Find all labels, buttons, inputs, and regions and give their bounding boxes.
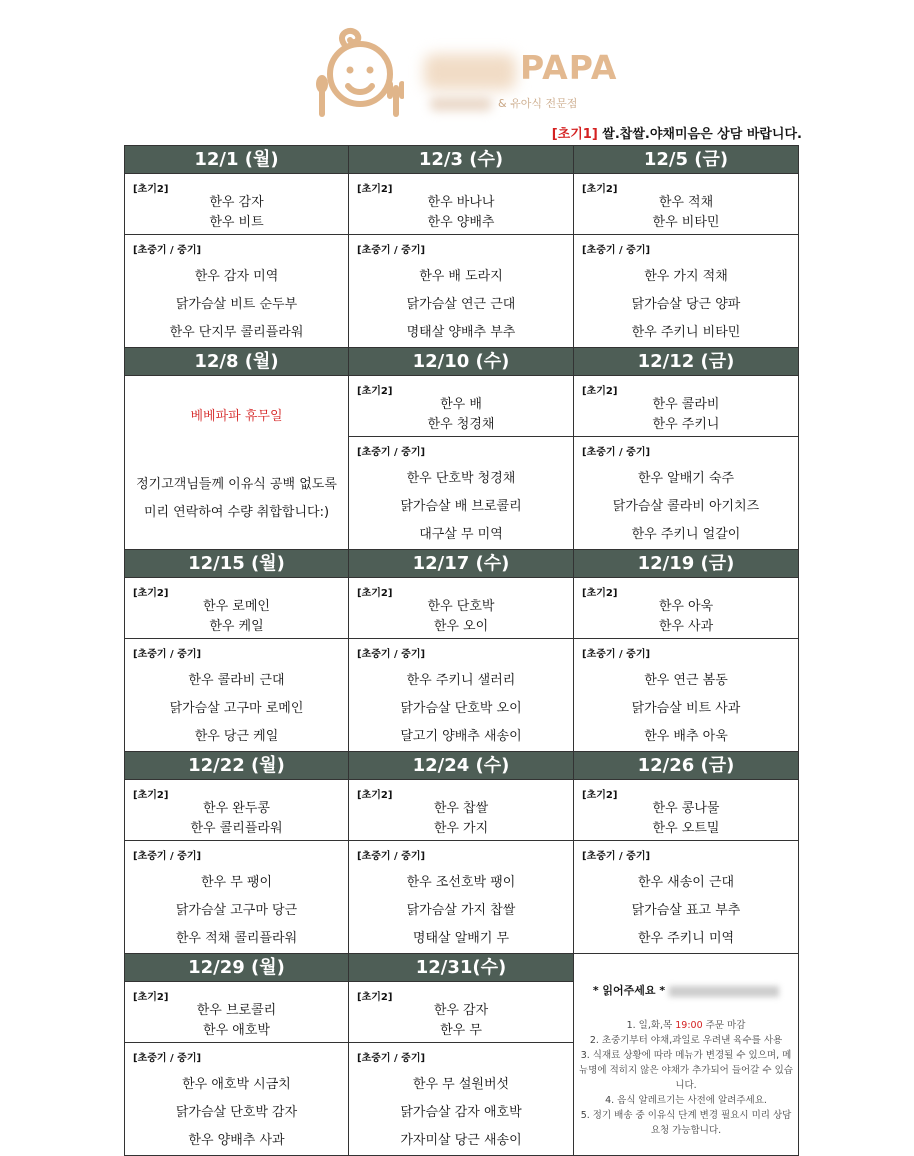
stage-label: [초기2] [133,184,169,195]
menu-item: 닭가슴살 배 브로콜리 [400,499,522,514]
stage-label: [초기2] [357,184,393,195]
menu-item: 한우 비트 [209,215,264,230]
menu-item: 한우 무 [440,1023,482,1038]
mid-stage-cell [574,841,799,954]
stage-label: [초중기 / 중기] [582,245,651,256]
stage-label: [초중기 / 중기] [357,851,426,862]
stage-label: [초기2] [582,386,618,397]
menu-item: 닭가슴살 감자 애호박 [400,1105,522,1120]
menu-item: 한우 오트밀 [652,821,720,836]
menu-item: 한우 조선호박 팽이 [406,875,516,890]
stage-label: [초중기 / 중기] [133,851,202,862]
menu-item: 한우 양배추 사과 [188,1133,285,1148]
notice-line [552,123,802,142]
menu-item: 한우 케일 [209,619,264,634]
notice-item-highlight: 19:00 [675,1020,703,1031]
mid-stage-cell [574,437,799,550]
menu-item: 한우 바나나 [427,195,495,210]
menu-item: 한우 가지 적채 [644,269,728,284]
mid-stage-cell [349,841,574,954]
menu-item: 한우 적채 [658,195,714,210]
notice-list [574,1018,798,1138]
menu-item: 한우 완두콩 [203,801,270,816]
menu-item: 한우 주키니 [652,417,720,432]
notice-item-text: 5. 정기 배송 중 이유식 단계 변경 필요시 미리 상담요청 가능합니다. [580,1110,792,1136]
notice-item [578,1033,794,1048]
stage-label: [초기2] [133,588,169,599]
menu-item: 한우 콜라비 근대 [188,673,285,688]
notice-item-text: 주문 마감 [702,1020,746,1031]
mid-stage-cell [349,235,574,348]
menu-item: 한우 콩나물 [652,801,720,816]
menu-item: 한우 청경채 [427,417,495,432]
date-header: 12/3 (수) [349,146,574,174]
menu-item: 한우 배추 아욱 [644,729,728,744]
menu-item: 대구살 무 미역 [419,527,503,542]
brand-name: PAPA [520,48,618,87]
notice-item-text: 3. 식재료 상황에 따라 메뉴가 변경될 수 있으며, 메뉴명에 적히지 않은 야채가 추가되어 들어갈 수 있습니다. [579,1050,793,1091]
menu-item: 한우 적채 콜리플라워 [175,931,298,946]
menu-item: 가자미살 당근 새송이 [400,1133,522,1148]
menu-item: 한우 감자 [433,1003,489,1018]
menu-item: 명태살 양배추 부추 [406,325,516,340]
stage-label: [초기2] [357,790,393,801]
menu-item: 한우 단호박 청경채 [406,471,516,486]
stage-label: [초기2] [357,588,393,599]
early2-cell [574,376,799,437]
stage-label: [초기2] [357,386,393,397]
notice-item [578,1108,794,1138]
stage-label: [초기2] [357,992,393,1003]
stage-label: [초중기 / 중기] [133,649,202,660]
menu-item: 한우 애호박 시금치 [182,1077,291,1092]
early2-cell [349,780,574,841]
menu-item: 한우 새송이 근대 [637,875,735,890]
menu-item: 한우 오이 [433,619,489,634]
date-row [125,752,799,780]
mid-stage-row [125,235,799,348]
menu-item: 한우 가지 [433,821,489,836]
menu-item: 닭가슴살 비트 사과 [631,701,741,716]
date-row [125,954,799,982]
early2-cell [574,174,799,235]
stage-label: [초중기 / 중기] [133,245,202,256]
menu-item: 한우 배 도라지 [419,269,503,284]
notice-box [574,954,799,1156]
early2-cell [349,376,574,437]
notice-text: 쌀.찹쌀.야채미음은 상담 바랍니다. [597,127,802,142]
holiday-label: 베베파파 휴무일 [190,409,283,424]
menu-item: 닭가슴살 비트 순두부 [175,297,298,312]
menu-item: 닭가슴살 연근 근대 [406,297,516,312]
stage-label: [초기2] [133,790,169,801]
menu-item: 닭가슴살 단호박 오이 [400,701,522,716]
date-header: 12/8 (월) [125,348,349,376]
menu-item: 한우 콜리플라워 [190,821,283,836]
mid-stage-cell [125,235,349,348]
notice-item [578,1093,794,1108]
mid-stage-cell [125,639,349,752]
menu-item: 한우 찹쌀 [433,801,489,816]
early2-cell [574,780,799,841]
date-row [125,348,799,376]
menu-item: 한우 단지무 콜리플라워 [169,325,304,340]
early2-cell [125,578,349,639]
mid-stage-row [125,639,799,752]
mid-stage-cell [125,1043,349,1156]
stage-label: [초기2] [133,992,169,1003]
holiday-message-line: 정기고객님들께 이유식 공백 없도록 [136,477,337,492]
menu-item: 닭가슴살 고구마 로메인 [169,701,304,716]
menu-item: 한우 무 설원버섯 [412,1077,510,1092]
early2-cell [349,982,574,1043]
date-header: 12/19 (금) [574,550,799,578]
menu-item: 한우 감자 [209,195,264,210]
stage-label: [초중기 / 중기] [133,1053,202,1064]
stage-label: [초중기 / 중기] [582,649,651,660]
menu-item: 닭가슴살 단호박 감자 [175,1105,298,1120]
menu-item: 한우 주키니 비타민 [631,325,741,340]
early-stage-row [125,780,799,841]
menu-item: 한우 아욱 [658,599,714,614]
menu-item: 한우 감자 미역 [194,269,279,284]
menu-item: 닭가슴살 콜라비 아기치즈 [612,499,760,514]
menu-item: 한우 로메인 [203,599,270,614]
stage-label: [초중기 / 중기] [357,1053,426,1064]
notice-title [574,982,798,998]
mid-stage-cell [125,841,349,954]
date-header: 12/1 (월) [125,146,349,174]
notice-tag: [초기1] [551,127,598,142]
date-header: 12/10 (수) [349,348,574,376]
menu-item: 닭가슴살 고구마 당근 [175,903,298,918]
menu-item: 한우 비타민 [652,215,720,230]
notice-item [578,1048,794,1093]
date-header: 12/22 (월) [125,752,349,780]
early2-cell [125,982,349,1043]
early-stage-row [125,174,799,235]
date-header: 12/31(수) [349,954,574,982]
date-header: 12/26 (금) [574,752,799,780]
date-header: 12/17 (수) [349,550,574,578]
early2-cell [125,174,349,235]
date-row [125,146,799,174]
brand-subtitle-blurred [430,97,492,111]
holiday-cell [125,376,349,550]
mid-stage-cell [349,1043,574,1156]
phone-number-blurred [669,986,779,997]
menu-item: 한우 주키니 얼갈이 [631,527,741,542]
menu-item: 명태살 알배기 무 [412,931,510,946]
date-header: 12/24 (수) [349,752,574,780]
mid-stage-row [125,841,799,954]
mid-stage-cell [574,235,799,348]
menu-item: 닭가슴살 당근 양파 [631,297,741,312]
menu-item: 한우 양배추 [427,215,495,230]
stage-label: [초기2] [582,790,618,801]
notice-item-text: 1. 일,화,목 [626,1020,676,1031]
menu-item: 한우 콜라비 [652,397,720,412]
menu-item: 달고기 양배추 새송이 [400,729,522,744]
stage-label: [초중기 / 중기] [357,245,426,256]
stage-label: [초중기 / 중기] [357,447,426,458]
early2-cell [349,174,574,235]
mid-stage-cell [349,437,574,550]
brand-subtitle: & 유아식 전문점 [498,97,578,110]
stage-label: [초중기 / 중기] [582,447,651,458]
menu-item: 닭가슴살 표고 부추 [631,903,741,918]
menu-item: 한우 브로콜리 [196,1003,277,1018]
menu-item: 한우 연근 봄동 [644,673,728,688]
menu-item: 한우 사과 [658,619,714,634]
menu-item: 한우 단호박 [427,599,495,614]
menu-item: 한우 알배기 숙주 [637,471,735,486]
stage-label: [초중기 / 중기] [582,851,651,862]
menu-item: 한우 당근 케일 [194,729,279,744]
early-stage-row [125,376,799,437]
mid-stage-cell [349,639,574,752]
baby-face-icon [314,22,404,117]
brand-name-blurred [424,54,516,90]
date-row [125,550,799,578]
stage-label: [초기2] [582,588,618,599]
menu-item: 한우 주키니 샐러리 [406,673,516,688]
date-header: 12/29 (월) [125,954,349,982]
early2-cell [125,780,349,841]
menu-item: 한우 애호박 [203,1023,270,1038]
early2-cell [349,578,574,639]
menu-table [124,145,799,1156]
date-header: 12/12 (금) [574,348,799,376]
menu-item: 한우 주키니 미역 [637,931,735,946]
early2-cell [574,578,799,639]
notice-item-text: 2. 초중기부터 야채,과일로 우려낸 육수를 사용 [589,1035,783,1046]
menu-item: 닭가슴살 가지 찹쌀 [406,903,516,918]
menu-item: 한우 배 [440,397,482,412]
date-header: 12/5 (금) [574,146,799,174]
mid-stage-cell [574,639,799,752]
notice-item-text: 4. 음식 알레르기는 사전에 알려주세요. [605,1095,767,1106]
date-header: 12/15 (월) [125,550,349,578]
holiday-message-line: 미리 연락하여 수량 취합합니다:) [143,505,330,520]
early-stage-row [125,578,799,639]
notice-title-text: * 읽어주세요 * [592,984,666,997]
notice-item [578,1018,794,1033]
menu-item: 한우 무 팽이 [200,875,273,890]
stage-label: [초기2] [582,184,618,195]
holiday-message [125,471,348,527]
stage-label: [초중기 / 중기] [357,649,426,660]
